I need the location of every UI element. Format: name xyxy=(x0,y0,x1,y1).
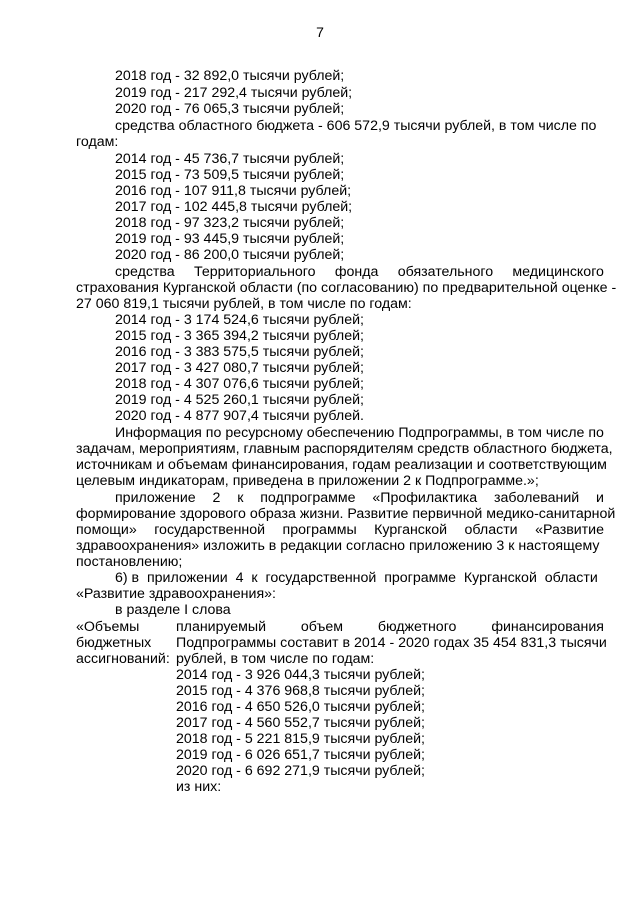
word: средства xyxy=(115,264,175,280)
text-line: здравоохранения» изложить в редакции согласно приложению 3 к настоящему xyxy=(76,538,600,554)
justified-line xyxy=(76,522,604,538)
text-line: «Развитие здравоохранения»: xyxy=(76,586,276,602)
word: «Профилактика xyxy=(372,490,478,506)
text-line: 2019 год - 4 525 260,1 тысячи рублей; xyxy=(115,392,364,408)
text-line: 2015 год - 3 365 394,2 тысячи рублей; xyxy=(115,328,364,344)
text-line: 2018 год - 32 892,0 тысячи рублей; xyxy=(115,68,345,84)
word: приложение xyxy=(115,490,196,506)
word: финансирования xyxy=(491,619,604,635)
text-line: 2016 год - 4 650 526,0 тысячи рублей; xyxy=(176,699,425,715)
word: обязательного xyxy=(397,264,494,280)
text-line: страхования Курганской области (по согласованию) по предварительной оценке - xyxy=(76,280,617,296)
word: Курганской xyxy=(374,522,448,538)
text-line: задачам, мероприятиям, главным распорядителям средств областного бюджета, xyxy=(76,441,613,457)
text-line: 2020 год - 86 200,0 тысячи рублей; xyxy=(115,247,345,263)
text-line: 2019 год - 6 026 651,7 тысячи рублей; xyxy=(176,747,425,763)
word: Территориального xyxy=(194,264,316,280)
word: 2 xyxy=(212,490,221,506)
justified-line xyxy=(176,619,604,635)
text-line: 2017 год - 4 560 552,7 тысячи рублей; xyxy=(176,715,425,731)
text-line: 2020 год - 76 065,3 тысячи рублей; xyxy=(115,101,345,117)
word: государственной xyxy=(154,522,266,538)
text-line: 2014 год - 3 926 044,3 тысячи рублей; xyxy=(176,667,425,683)
text-line: 2014 год - 3 174 524,6 тысячи рублей; xyxy=(115,312,364,328)
word: планируемый xyxy=(176,619,267,635)
text-line: 2019 год - 217 292,4 тысячи рублей; xyxy=(115,85,353,101)
text-line: 2017 год - 3 427 080,7 тысячи рублей; xyxy=(115,360,364,376)
text-line: источникам и объемам финансирования, годам реализации и соответствующим xyxy=(76,457,607,473)
word: «Развитие xyxy=(535,522,604,538)
text-line: 6) в приложении 4 к государственной программе Курганской области xyxy=(115,570,598,586)
word: медицинского xyxy=(512,264,604,280)
text-line: 2017 год - 102 445,8 тысячи рублей; xyxy=(115,199,353,215)
text-line: целевым индикаторам, приведена в приложении 2 к Подпрограмме.»; xyxy=(76,473,539,489)
text-line: 2015 год - 4 376 968,8 тысячи рублей; xyxy=(176,683,425,699)
text-line: 2016 год - 107 911,8 тысячи рублей; xyxy=(115,183,352,199)
table-left-cell: «Объемы xyxy=(76,619,140,635)
word: помощи» xyxy=(76,522,137,538)
text-line: рублей, в том числе по годам: xyxy=(176,651,375,667)
table-left-cell: ассигнований: xyxy=(76,651,170,667)
text-line: 2018 год - 97 323,2 тысячи рублей; xyxy=(115,215,345,231)
word: бюджетного xyxy=(377,619,457,635)
word: и xyxy=(596,490,604,506)
page-number: 7 xyxy=(316,24,324,40)
word: заболеваний xyxy=(494,490,580,506)
text-line: в разделе I слова xyxy=(115,602,231,618)
word: программы xyxy=(282,522,357,538)
word: фонда xyxy=(334,264,379,280)
justified-line xyxy=(115,490,604,506)
text-line: 2018 год - 5 221 815,9 тысячи рублей; xyxy=(176,731,425,747)
text-line: годам: xyxy=(76,134,119,150)
word: подпрограмме xyxy=(260,490,356,506)
text-line: 2016 год - 3 383 575,5 тысячи рублей; xyxy=(115,344,364,360)
text-line: Подпрограммы составит в 2014 - 2020 годах 35 454 831,3 тысячи xyxy=(176,635,607,651)
text-line: 27 060 819,1 тысячи рублей, в том числе по годам: xyxy=(76,296,412,312)
table-left-cell: бюджетных xyxy=(76,635,152,651)
text-line: Информация по ресурсному обеспечению Подпрограммы, в том числе по xyxy=(115,425,604,441)
word: к xyxy=(237,490,244,506)
text-line: постановлению; xyxy=(76,554,183,570)
text-line: 2020 год - 4 877 907,4 тысячи рублей. xyxy=(115,408,364,424)
text-line: из них: xyxy=(176,779,222,795)
text-line: 2019 год - 93 445,9 тысячи рублей; xyxy=(115,231,345,247)
word: области xyxy=(464,522,518,538)
text-line: 2020 год - 6 692 271,9 тысячи рублей; xyxy=(176,763,425,779)
justified-line xyxy=(115,264,604,280)
text-line: 2015 год - 73 509,5 тысячи рублей; xyxy=(115,167,345,183)
word: объем xyxy=(300,619,343,635)
text-line: формирование здорового образа жизни. Развитие первичной медико-санитарной xyxy=(76,506,616,522)
text-line: 2014 год - 45 736,7 тысячи рублей; xyxy=(115,151,345,167)
text-line: средства областного бюджета - 606 572,9 тысячи рублей, в том числе по xyxy=(115,118,597,134)
text-line: 2018 год - 4 307 076,6 тысячи рублей; xyxy=(115,376,364,392)
